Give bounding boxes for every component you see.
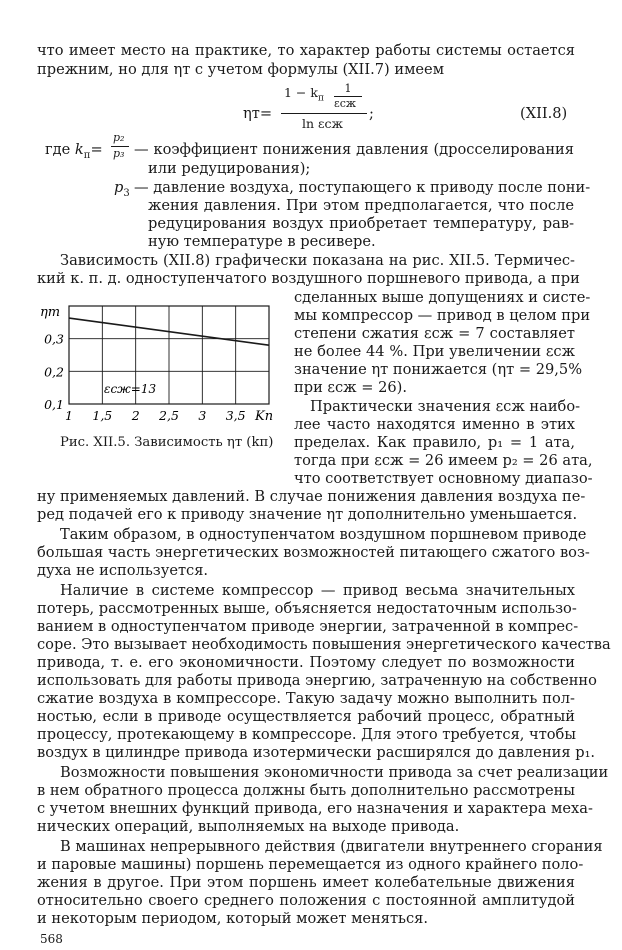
- formula-numerator: $1 - k_п$: [284, 85, 324, 104]
- text-line: Практически значения εсж наибо-: [310, 398, 581, 415]
- text-line: или редуцирования);: [148, 160, 311, 177]
- text-line: ну применяемых давлений. В случае понижения давления воздуха пе-: [37, 488, 586, 505]
- text-line: Возможности повышения экономичности привода за счет реализации: [60, 764, 609, 781]
- text-line: тогда при εсж = 26 имеем p₂ = 26 ата,: [294, 452, 593, 469]
- x-tick-label: 2,5: [159, 408, 179, 423]
- text-line: воздух в цилиндре привода изотермически расширялся до давления p₁.: [37, 744, 596, 761]
- where-line: где $k_п=$: [45, 141, 103, 161]
- x-tick-label: 2: [131, 408, 140, 423]
- text-line: и некоторым периодом, который может меняться.: [37, 910, 429, 927]
- text-line: В машинах непрерывного действия (двигатели внутреннего сгорания: [60, 838, 603, 855]
- text-line: духа не используется.: [37, 562, 209, 579]
- x-axis-label: Kп: [255, 409, 274, 424]
- text-line: что имеет место на практике, то характер работы системы остается: [37, 42, 575, 59]
- text-line: жения в другое. При этом поршень имеет колебательные движения: [37, 874, 575, 891]
- text-line: лее часто находятся именно в этих: [294, 416, 575, 433]
- text-line: использовать для работы привода энергию, затраченную на собственно: [37, 672, 597, 689]
- text-line: прежним, но для ηт с учетом формулы (XII.7) имеем: [37, 61, 445, 78]
- formula-semicolon: ;: [369, 105, 374, 122]
- formula-lhs: ηт=: [243, 105, 273, 122]
- text-line: нических операций, выполняемых на выходе привода.: [37, 818, 460, 835]
- x-tick-label: 1: [65, 408, 73, 423]
- where-frac-den: p₃: [113, 147, 125, 160]
- figure-chart: [36, 292, 288, 428]
- text-line: с учетом внешних функций привода, его назначения и характера меха-: [37, 800, 593, 817]
- text-line: при εсж = 26).: [294, 379, 408, 396]
- text-line: мы компрессор — привод в целом при: [294, 307, 591, 324]
- y-tick-label: 0,2: [44, 364, 64, 380]
- text-line: ную температуре в ресивере.: [148, 233, 376, 250]
- p3-symbol: $p_3$: [114, 179, 130, 199]
- figure-caption: Рис. XII.5. Зависимость ηт (kп): [60, 435, 274, 450]
- formula-inner-num: 1: [344, 82, 352, 95]
- text-line: в нем обратного процесса должны быть дополнительно рассмотрены: [37, 782, 575, 799]
- text-line: жения давления. При этом предполагается, что после: [148, 197, 574, 214]
- text-line: кий к. п. д. одноступенчатого воздушного поршневого привода, а при: [37, 270, 580, 287]
- text-line: не более 44 %. При увеличении εсж: [294, 343, 575, 360]
- text-line: сделанных выше допущениях и систе-: [294, 289, 591, 306]
- formula-main-bar: [281, 113, 367, 114]
- text-line: ностью, если в приводе осуществляется рабочий процесс, обратный: [37, 708, 575, 725]
- text-line: и паровые машины) поршень перемещается из одного крайнего поло-: [37, 856, 584, 873]
- x-tick-label: 3: [198, 408, 207, 423]
- text-line: Зависимость (XII.8) графически показана на рис. XII.5. Термичес-: [60, 252, 575, 269]
- text-line: соре. Это вызывает необходимость повышения энергетического качества: [37, 636, 611, 653]
- formula-number: (XII.8): [520, 105, 568, 122]
- text-line: — коэффициент понижения давления (дросселирования: [134, 141, 574, 158]
- y-axis-label: ηт: [40, 305, 61, 320]
- text-line: степени сжатия εсж = 7 составляет: [294, 325, 575, 342]
- text-line: сжатие воздуха в компрессоре. Такую задачу можно выполнить пол-: [37, 690, 575, 707]
- text-line: Таким образом, в одноступенчатом воздушном поршневом приводе: [60, 526, 587, 543]
- text-line: Наличие в системе компрессор — привод весьма значительных: [60, 582, 575, 599]
- text-line: большая часть энергетических возможностей питающего сжатого воз-: [37, 544, 590, 561]
- text-line: что соответствует основному диапазо-: [294, 470, 593, 487]
- text-line: ванием в одноступенчатом приводе энергии, затраченной в компрес-: [37, 618, 579, 635]
- y-tick-label: 0,3: [44, 331, 64, 347]
- text-line: редуцирования воздух приобретает температуру, рав-: [148, 215, 574, 232]
- formula-inner-den: εсж: [334, 97, 356, 110]
- text-line: потерь, рассмотренных выше, объясняется недостаточным использо-: [37, 600, 577, 617]
- text-line: относительно своего среднего положения с постоянной амплитудой: [37, 892, 575, 909]
- page-number: 568: [40, 932, 63, 946]
- where-frac-num: p₂: [113, 131, 125, 144]
- text-line: ред подачей его к приводу значение ηт дополнительно уменьшается.: [37, 506, 578, 523]
- y-tick-label: 0,1: [44, 397, 64, 412]
- x-tick-label: 1,5: [92, 408, 113, 423]
- curve-annotation: εсж=13: [104, 382, 157, 396]
- text-line: пределах. Как правило, p₁ = 1 ата,: [294, 434, 575, 451]
- text-line: процессу, протекающему в компрессоре. Для этого требуется, чтобы: [37, 726, 576, 743]
- text-line: значение ηт понижается (ηт = 29,5%: [294, 361, 583, 378]
- x-tick-label: 3,5: [225, 408, 246, 423]
- text-line: привода, т. е. его экономичности. Поэтому следует по возможности: [37, 654, 575, 671]
- text-line: — давление воздуха, поступающего к приводу после пони-: [134, 179, 591, 196]
- formula-denominator: ln εсж: [302, 116, 343, 131]
